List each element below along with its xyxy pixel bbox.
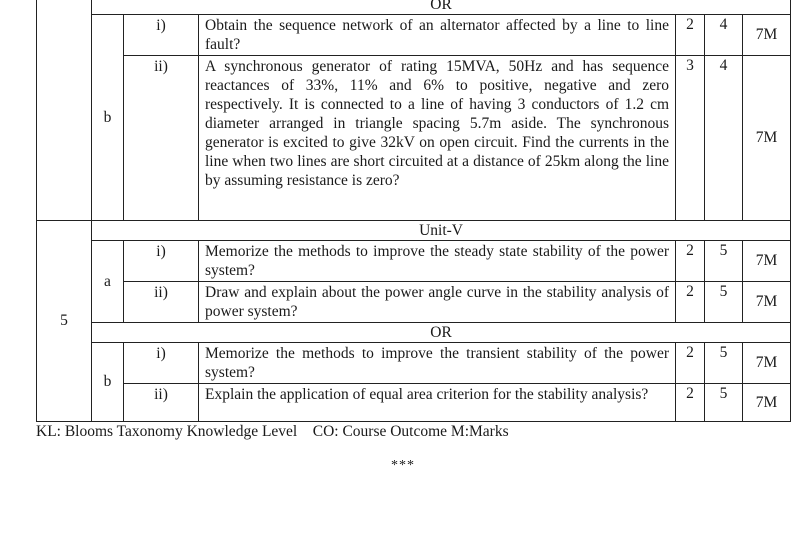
subpart-label: i) [124,15,199,56]
question-text: Draw and explain about the power angle curve in the stability analysis of power system? [199,282,676,323]
kl-value: 2 [676,384,705,422]
end-marker: *** [391,458,415,473]
co-value: 5 [705,343,743,384]
marks-value: 7M [743,343,791,384]
q4-number-cell [37,0,92,221]
legend-text: KL: Blooms Taxonomy Knowledge Level CO: Course Outcome M:Marks [36,423,509,440]
co-value: 5 [705,384,743,422]
co-value: 4 [705,15,743,56]
marks-value: 7M [743,241,791,282]
kl-value: 2 [676,241,705,282]
marks-value: 7M [743,384,791,422]
question-number-5: 5 [37,221,92,422]
co-value: 5 [705,241,743,282]
marks-value: 7M [743,15,791,56]
co-value: 4 [705,56,743,221]
question-text: Memorize the methods to improve the transient stability of the power system? [199,343,676,384]
kl-value: 2 [676,343,705,384]
part-label-b: b [92,15,124,221]
unit-banner: Unit-V [92,221,791,241]
question-text: Explain the application of equal area criterion for the stability analysis? [199,384,676,422]
subpart-label: ii) [124,56,199,221]
subpart-label: ii) [124,384,199,422]
or-banner: OR [92,323,791,343]
question-table [36,0,791,422]
part-label-b: b [92,343,124,422]
co-value: 5 [705,282,743,323]
question-text: Memorize the methods to improve the steady state stability of the power system? [199,241,676,282]
subpart-label: ii) [124,282,199,323]
kl-value: 3 [676,56,705,221]
kl-value: 2 [676,282,705,323]
marks-value: 7M [743,56,791,221]
subpart-label: i) [124,241,199,282]
question-text: Obtain the sequence network of an alternator affected by a line to line fault? [199,15,676,56]
marks-value: 7M [743,282,791,323]
subpart-label: i) [124,343,199,384]
question-text: A synchronous generator of rating 15MVA, 50Hz and has sequence reactances of 33%, 11% and 6% to positive, negative and zero respectively. It is connected to a line of having 3 conductors of 1.2 cm diameter arranged in triangle spacing 5.7m aside. The synchronous generator is excited to give 32kV on open circuit. Find the currents in the line when two lines are short circuited at a distance of 25km along the line by assuming resistance is zero? [199,56,676,221]
or-banner: OR [92,0,791,15]
kl-value: 2 [676,15,705,56]
part-label-a: a [92,241,124,323]
